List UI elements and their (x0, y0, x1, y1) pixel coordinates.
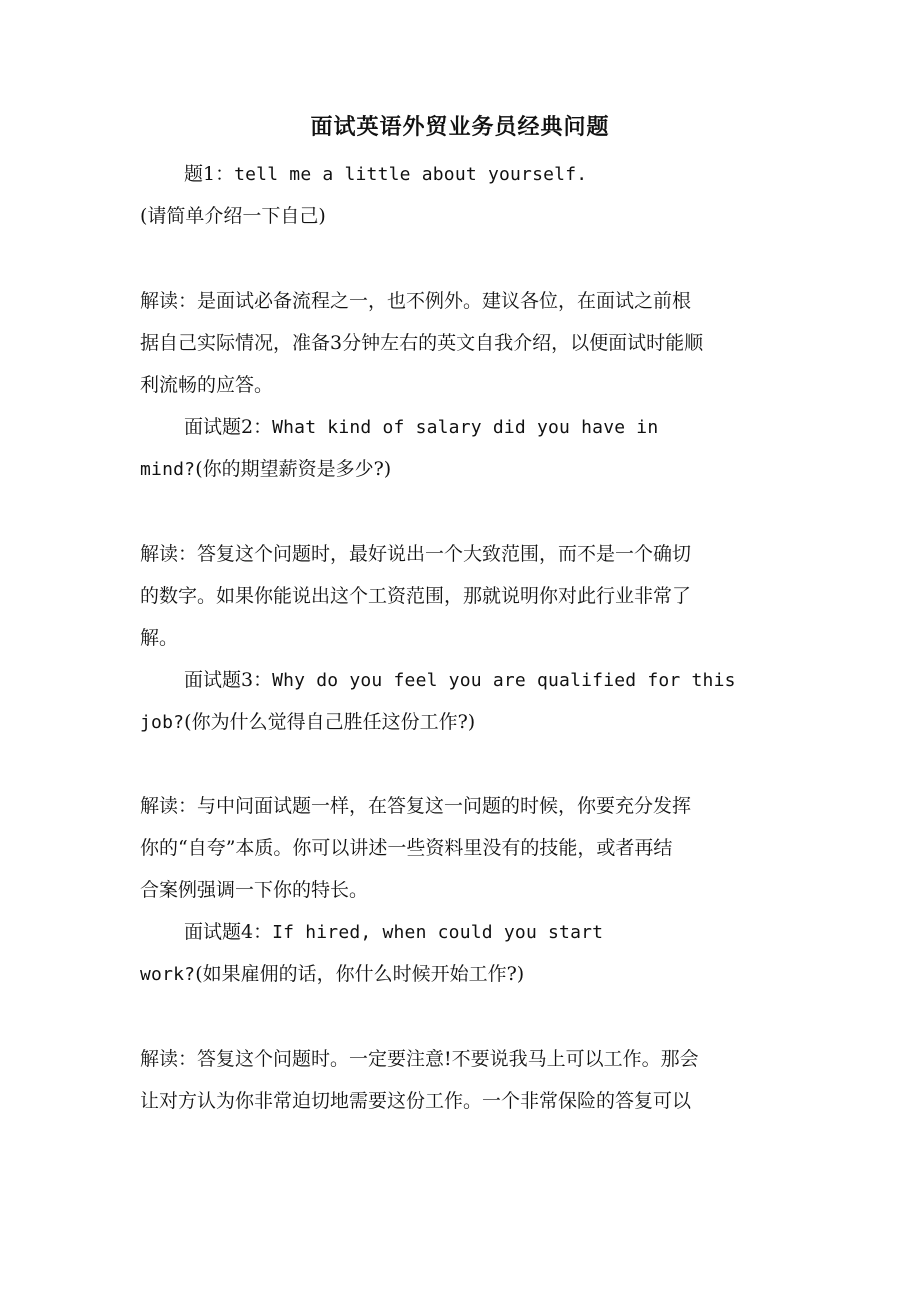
question-3-english: Why do you feel you are qualified for this (272, 670, 736, 691)
question-3-line-2 (140, 708, 475, 737)
answer-4-line-1: 解读：答复这个问题时。一定要注意!不要说我马上可以工作。那会 (140, 1048, 699, 1070)
question-1-line (184, 160, 587, 189)
question-3-line (184, 666, 736, 695)
answer-3-line-1: 解读：与中问面试题一样，在答复这一问题的时候，你要充分发挥 (140, 795, 692, 817)
question-1-chinese: (请简单介绍一下自己) (140, 205, 326, 227)
question-4-chinese: (如果雇佣的话，你什么时候开始工作?) (195, 963, 525, 985)
question-3-chinese: (你为什么觉得自己胜任这份工作?) (184, 711, 476, 733)
question-2-line (184, 413, 658, 442)
answer-1-line-2: 据自己实际情况，准备3分钟左右的英文自我介绍，以便面试时能顺 (140, 332, 704, 354)
question-4-prefix: 面试题4： (184, 921, 273, 943)
question-2-english: What kind of salary did you have in (272, 417, 659, 438)
answer-3-line-3: 合案例强调一下你的特长。 (140, 879, 369, 901)
question-2-line-2 (140, 455, 391, 484)
question-2-chinese: (你的期望薪资是多少?) (195, 458, 392, 480)
answer-2-line-1: 解读：答复这个问题时，最好说出一个大致范围，而不是一个确切 (140, 543, 692, 565)
question-4-line (184, 918, 603, 947)
answer-2-line-3: 解。 (140, 627, 179, 649)
answer-1-line-1: 解读：是面试必备流程之一，也不例外。建议各位，在面试之前根 (140, 290, 692, 312)
question-4-english: If hired, when could you start (272, 922, 604, 943)
document-title: 面试英语外贸业务员经典问题 (310, 114, 610, 140)
question-1-english: tell me a little about yourself. (234, 164, 588, 185)
question-4-line-2 (140, 960, 524, 989)
question-2-prefix: 面试题2： (184, 416, 273, 438)
question-3-prefix: 面试题3： (184, 669, 273, 691)
question-2-english-cont: mind? (140, 459, 196, 480)
question-3-english-cont: job? (140, 712, 185, 733)
answer-2-line-2: 的数字。如果你能说出这个工资范围，那就说明你对此行业非常了 (140, 585, 692, 607)
answer-4-line-2: 让对方认为你非常迫切地需要这份工作。一个非常保险的答复可以 (140, 1090, 692, 1112)
answer-3-line-2: 你的“自夸”本质。你可以讲述一些资料里没有的技能，或者再结 (140, 837, 673, 859)
question-1-prefix: 题1： (184, 163, 235, 185)
question-4-english-cont: work? (140, 964, 196, 985)
answer-1-line-3: 利流畅的应答。 (140, 374, 274, 396)
